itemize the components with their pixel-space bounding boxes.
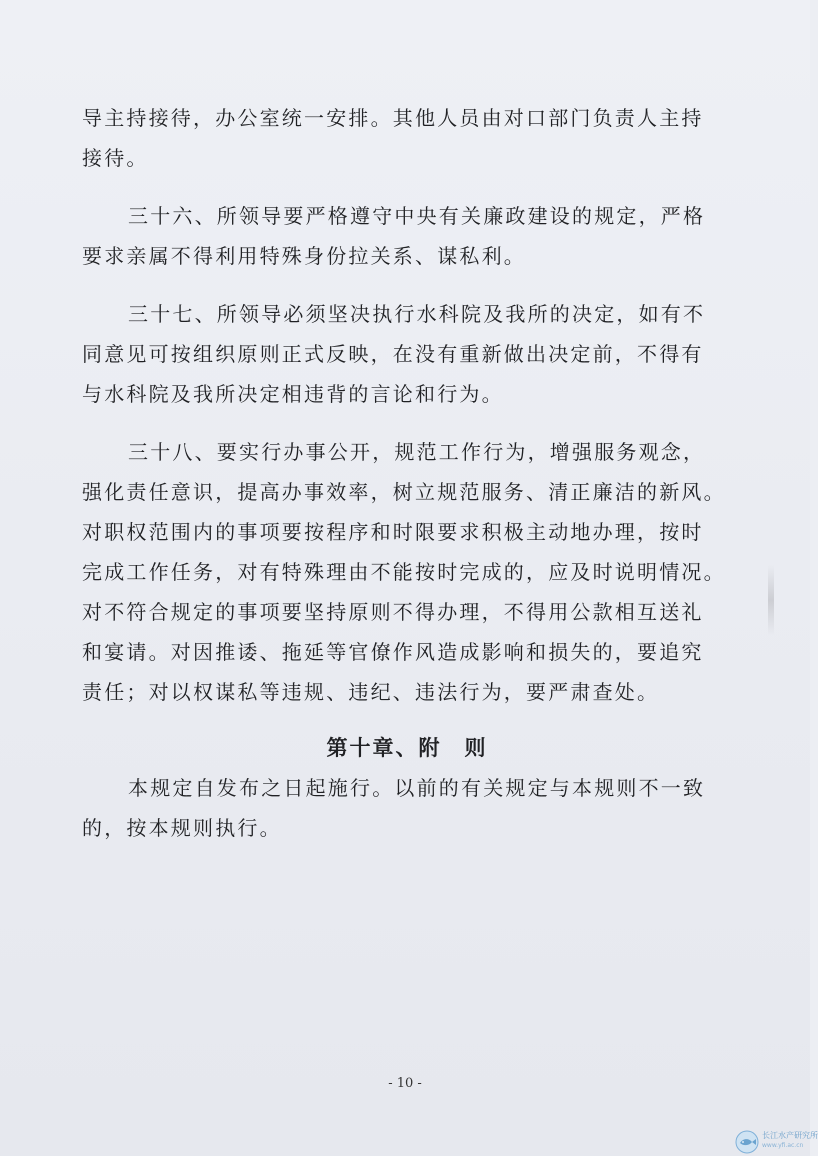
article-38-line: 对职权范围内的事项要按程序和时限要求积极主动地办理，按时 <box>82 520 704 544</box>
watermark-url: www.yfi.ac.cn <box>762 1142 804 1149</box>
article-38-line: 完成工作任务，对有特殊理由不能按时完成的，应及时说明情况。 <box>82 560 726 584</box>
chapter-heading: 第十章、附 则 <box>326 735 488 760</box>
scan-smudge <box>768 565 774 635</box>
article-38-line: 三十八、要实行办事公开，规范工作行为，增强服务观念， <box>128 440 706 464</box>
fish-logo-icon <box>735 1130 759 1154</box>
article-37-line: 同意见可按组织原则正式反映，在没有重新做出决定前，不得有 <box>82 342 704 366</box>
page-number: - 10 - <box>388 1076 422 1091</box>
article-37-line: 与水科院及我所决定相违背的言论和行为。 <box>82 382 504 406</box>
closing-line: 的，按本规则执行。 <box>82 816 282 840</box>
article-36-line: 要求亲属不得利用特殊身份拉关系、谋私利。 <box>82 244 526 268</box>
article-38-line: 和宴请。对因推诿、拖延等官僚作风造成影响和损失的，要追究 <box>82 640 704 664</box>
watermark-title: 长江水产研究所 <box>762 1131 818 1140</box>
text-line: 接待。 <box>82 146 149 170</box>
document-body <box>82 98 726 848</box>
article-36-line: 三十六、所领导要严格遵守中央有关廉政建设的规定，严格 <box>128 204 706 228</box>
closing-line: 本规定自发布之日起施行。以前的有关规定与本规则不一致 <box>128 776 706 800</box>
article-38-line: 责任；对以权谋私等违规、违纪、违法行为，要严肃查处。 <box>82 680 660 704</box>
article-38-line: 强化责任意识，提高办事效率，树立规范服务、清正廉洁的新风。 <box>82 480 726 504</box>
article-37-line: 三十七、所领导必须坚决执行水科院及我所的决定，如有不 <box>128 302 706 326</box>
article-38-line: 对不符合规定的事项要坚持原则不得办理，不得用公款相互送礼 <box>82 600 704 624</box>
text-line: 导主持接待，办公室统一安排。其他人员由对口部门负责人主持 <box>82 106 704 130</box>
watermark <box>735 1128 818 1156</box>
